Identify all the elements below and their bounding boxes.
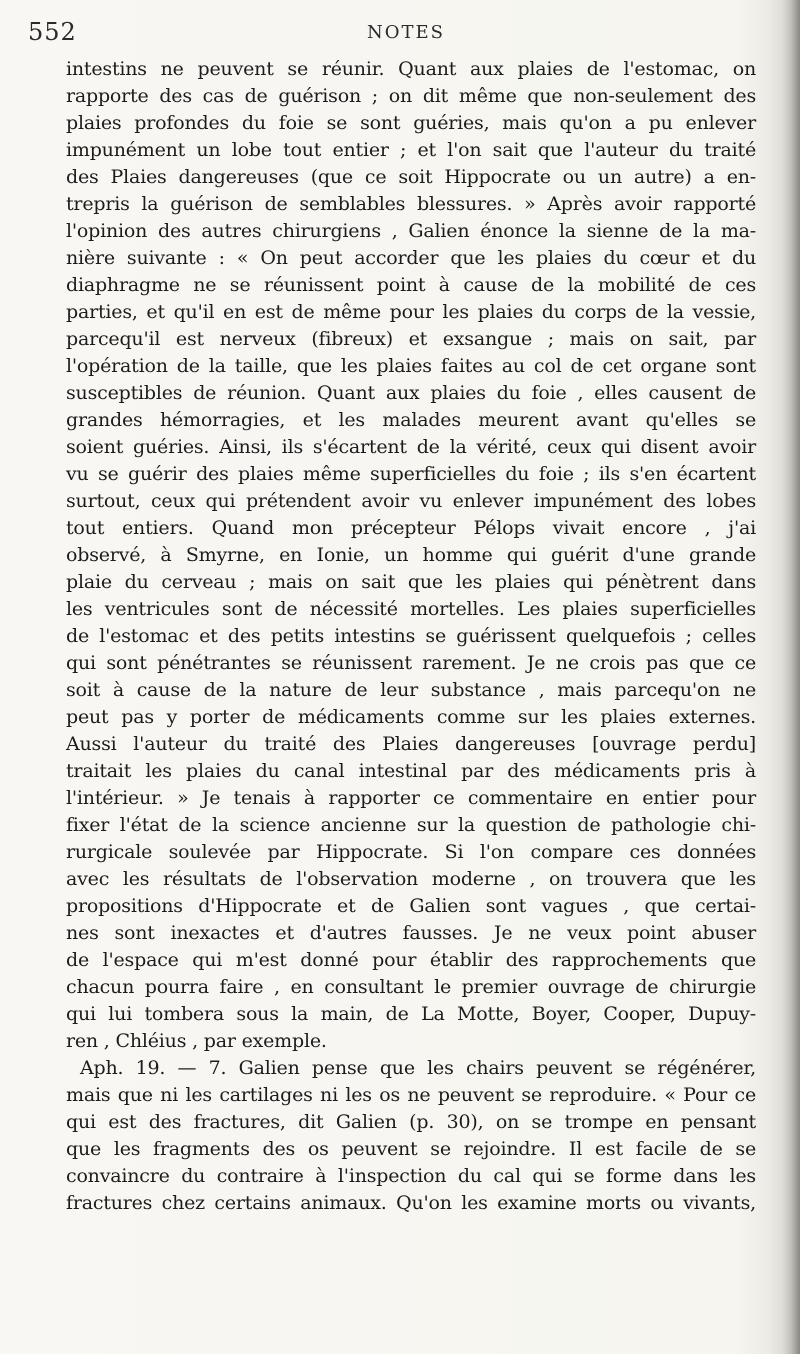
text-line: fixer l'état de la science ancienne sur la question de pathologie chi- (66, 814, 756, 836)
text-line: propositions d'Hippocrate et de Galien sont vagues , que certai- (66, 895, 756, 917)
text-line: de l'estomac et des petits intestins se guérissent quelquefois ; celles (66, 625, 756, 647)
text-line: intestins ne peuvent se réunir. Quant aux plaies de l'estomac, on (66, 58, 756, 80)
text-line: mais que ni les cartilages ni les os ne peuvent se reproduire. « Pour ce (66, 1084, 756, 1106)
text-line: surtout, ceux qui prétendent avoir vu enlever impunément des lobes (66, 490, 756, 512)
text-line: trepris la guérison de semblables blessures. » Après avoir rapporté (66, 193, 756, 215)
text-line: soit à cause de la nature de leur substance , mais parcequ'on ne (66, 679, 756, 701)
text-line: nes sont inexactes et d'autres fausses. Je ne veux point abuser (66, 922, 756, 944)
text-line: qui sont pénétrantes se réunissent rarement. Je ne crois pas que ce (66, 652, 756, 674)
page-header (0, 18, 800, 48)
text-line: chacun pourra faire , en consultant le premier ouvrage de chirurgie (66, 976, 756, 998)
text-line: Aph. 19. — 7. Galien pense que les chairs peuvent se régénérer, (80, 1057, 756, 1079)
text-line: qui lui tombera sous la main, de La Motte, Boyer, Cooper, Dupuy- (66, 1003, 756, 1025)
text-line: l'intérieur. » Je tenais à rapporter ce commentaire en entier pour (66, 787, 756, 809)
text-line: peut pas y porter de médicaments comme sur les plaies externes. (66, 706, 756, 728)
text-line: observé, à Smyrne, en Ionie, un homme qui guérit d'une grande (66, 544, 756, 566)
text-line: des Plaies dangereuses (que ce soit Hippocrate ou un autre) a en- (66, 166, 756, 188)
text-line: grandes hémorragies, et les malades meurent avant qu'elles se (66, 409, 756, 431)
text-line: qui est des fractures, dit Galien (p. 30), on se trompe en pensant (66, 1111, 756, 1133)
text-line: que les fragments des os peuvent se rejoindre. Il est facile de se (66, 1138, 756, 1160)
body-text (66, 56, 756, 1217)
text-line: soient guéries. Ainsi, ils s'écartent de la vérité, ceux qui disent avoir (66, 436, 756, 458)
page-number: 552 (28, 18, 77, 46)
text-line: susceptibles de réunion. Quant aux plaies du foie , elles causent de (66, 382, 756, 404)
text-line: de l'espace qui m'est donné pour établir des rapprochements que (66, 949, 756, 971)
text-line: Aussi l'auteur du traité des Plaies dangereuses [ouvrage perdu] (66, 733, 756, 755)
text-line: convaincre du contraire à l'inspection du cal qui se forme dans les (66, 1165, 756, 1187)
text-line: l'opinion des autres chirurgiens , Galien énonce la sienne de la ma- (66, 220, 756, 242)
text-line: parcequ'il est nerveux (fibreux) et exsangue ; mais on sait, par (66, 328, 756, 350)
text-line: vu se guérir des plaies même superficielles du foie ; ils s'en écartent (66, 463, 756, 485)
page-edge-shadow (782, 0, 800, 1354)
text-line: nière suivante : « On peut accorder que les plaies du cœur et du (66, 247, 756, 269)
text-line: ren , Chléius , par exemple. (66, 1030, 327, 1052)
text-line: rurgicale soulevée par Hippocrate. Si l'on compare ces données (66, 841, 756, 863)
text-line: diaphragme ne se réunissent point à cause de la mobilité de ces (66, 274, 756, 296)
text-line: l'opération de la taille, que les plaies faites au col de cet organe sont (66, 355, 756, 377)
text-line: rapporte des cas de guérison ; on dit même que non-seulement des (66, 85, 756, 107)
text-line: impunément un lobe tout entier ; et l'on sait que l'auteur du traité (66, 139, 756, 161)
text-line: parties, et qu'il en est de même pour les plaies du corps de la vessie, (66, 301, 756, 323)
running-head: NOTES (367, 22, 445, 43)
text-line: traitait les plaies du canal intestinal par des médicaments pris à (66, 760, 756, 782)
text-line: tout entiers. Quand mon précepteur Pélops vivait encore , j'ai (66, 517, 756, 539)
text-line: fractures chez certains animaux. Qu'on les examine morts ou vivants, (66, 1192, 756, 1214)
text-line: les ventricules sont de nécessité mortelles. Les plaies superficielles (66, 598, 756, 620)
text-line: avec les résultats de l'observation moderne , on trouvera que les (66, 868, 756, 890)
text-line: plaie du cerveau ; mais on sait que les plaies qui pénètrent dans (66, 571, 756, 593)
text-line: plaies profondes du foie se sont guéries, mais qu'on a pu enlever (66, 112, 756, 134)
